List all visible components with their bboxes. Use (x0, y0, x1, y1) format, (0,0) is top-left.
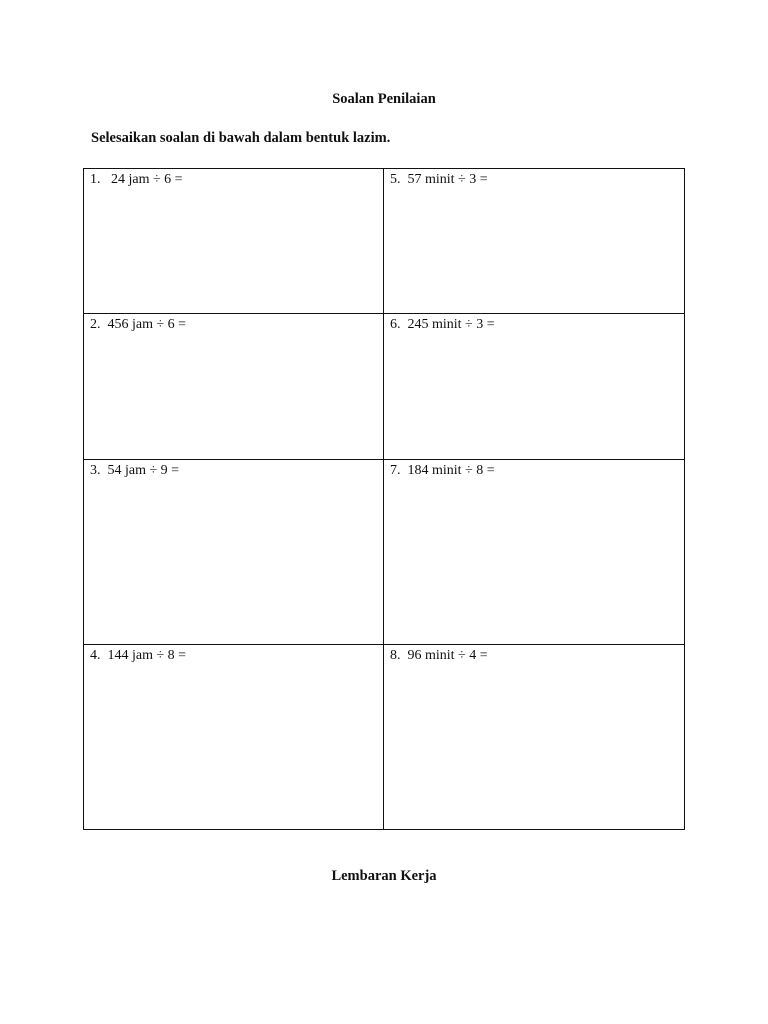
instruction-text: Selesaikan soalan di bawah dalam bentuk lazim. (91, 130, 391, 146)
question-cell-5: 5. 57 minit ÷ 3 = (384, 169, 684, 314)
question-grid (83, 168, 685, 830)
question-cell-8: 8. 96 minit ÷ 4 = (390, 648, 488, 663)
question-cell-3: 3. 54 jam ÷ 9 = (84, 460, 384, 645)
question-cell-2: 2. 456 jam ÷ 6 = (84, 314, 384, 460)
question-cell-6: 6. 245 minit ÷ 3 = (384, 314, 684, 460)
question-cell-1: 1. 24 jam ÷ 6 = (84, 169, 384, 314)
question-cell-7: 7. 184 minit ÷ 8 = (384, 460, 684, 645)
page-title: Soalan Penilaian (332, 91, 436, 107)
footer-heading: Lembaran Kerja (331, 868, 437, 884)
question-cell-4: 4. 144 jam ÷ 8 = (84, 645, 384, 829)
